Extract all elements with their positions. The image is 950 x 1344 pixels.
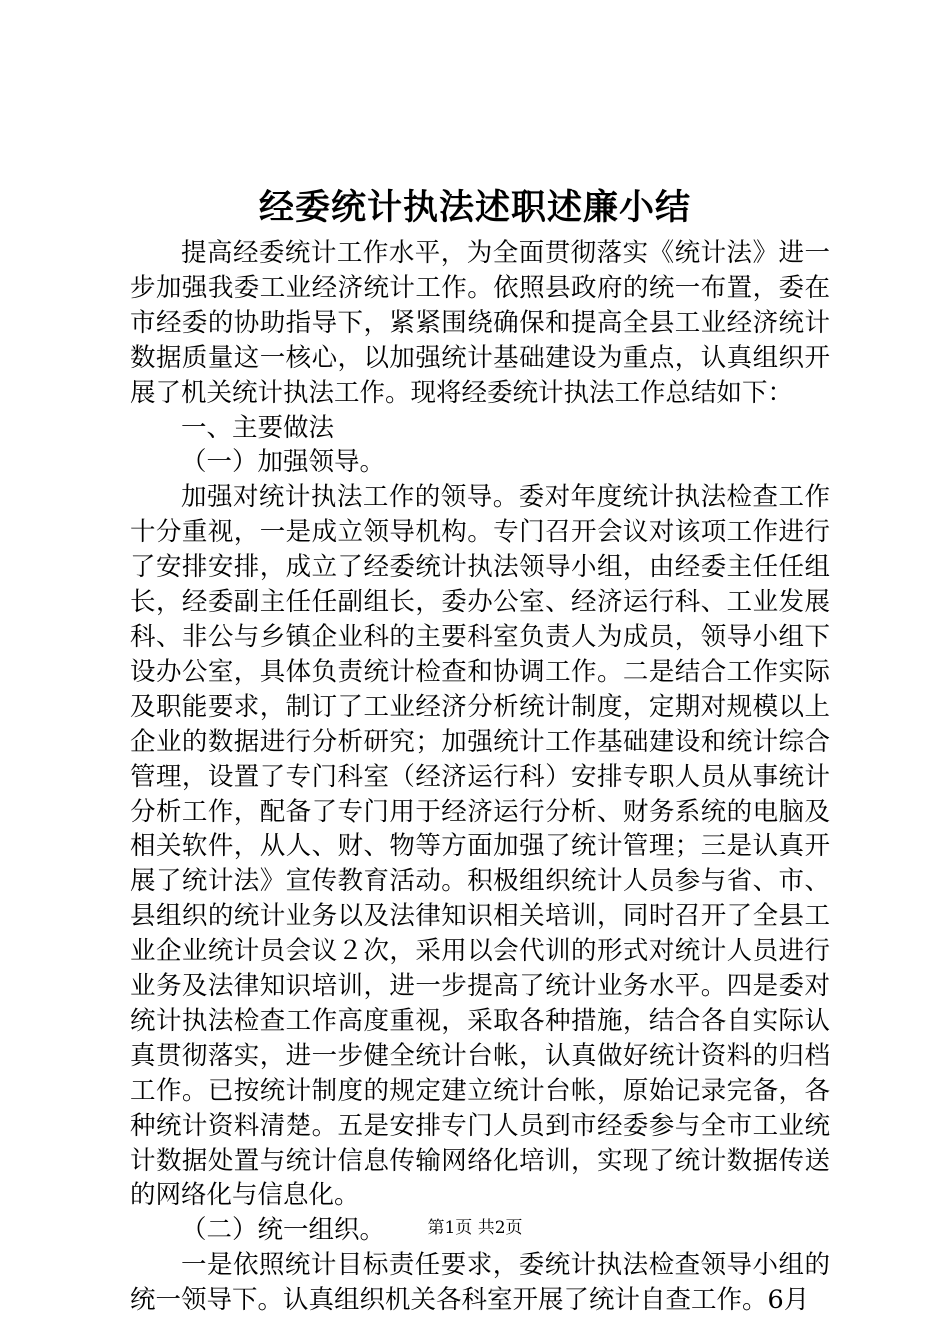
document-body	[130, 236, 830, 1318]
organization-paragraph: 一是依照统计目标责任要求，委统计执法检查领导小组的统一领导下。认真组织机关各科室开展了统计自查工作。6月	[130, 1250, 830, 1316]
intro-paragraph: 提高经委统计工作水平，为全面贯彻落实《统计法》进一步加强我委工业经济统计工作。依照县政府的统一布置，委在市经委的协助指导下，紧紧围绕确保和提高全县工业经济统计数据质量这一核心，以加强统计基础建设为重点，认真组织开展了机关统计执法工作。现将经委统计执法工作总结如下：	[130, 238, 830, 408]
section-heading-main-practices: 一、主要做法	[181, 412, 335, 443]
page-footer: 第1页 共2页	[427, 1218, 523, 1238]
document-title: 经委统计执法述职述廉小结	[258, 187, 691, 228]
subsection-heading-leadership: （一）加强领导。	[181, 447, 386, 478]
subsection-heading-organization: （二）统一组织。	[181, 1215, 386, 1246]
leadership-paragraph: 加强对统计执法工作的领导。委对年度统计执法检查工作十分重视，一是成立领导机构。专门召开会议对该项工作进行了安排安排，成立了经委统计执法领导小组，由经委主任任组长，经委副主任任副组长，委办公室、经济运行科、工业发展科、非公与乡镇企业科的主要科室负责人为成员，领导小组下设办公室，具体负责统计检查和协调工作。二是结合工作实际及职能要求，制订了工业经济分析统计制度，定期对规模以上企业的数据进行分析研究；加强统计工作基础建设和统计综合管理，设置了专门科室（经济运行科）安排专职人员从事统计分析工作，配备了专门用于经济运行分析、财务系统的电脑及相关软件，从人、财、物等方面加强了统计管理；三是认真开展了统计法》宣传教育活动。积极组织统计人员参与省、市、县组织的统计业务以及法律知识相关培训，同时召开了全县工业企业统计员会议２次，采用以会代训的形式对统计人员进行业务及法律知识培训，进一步提高了统计业务水平。四是委对统计执法检查工作高度重视，采取各种措施，结合各自实际认真贯彻落实，进一步健全统计台帐，认真做好统计资料的归档工作。已按统计制度的规定建立统计台帐，原始记录完备，各种统计资料清楚。五是安排专门人员到市经委参与全市工业统计数据处置与统计信息传输网络化培训，实现了统计数据传送的网络化与信息化。	[130, 482, 830, 1211]
